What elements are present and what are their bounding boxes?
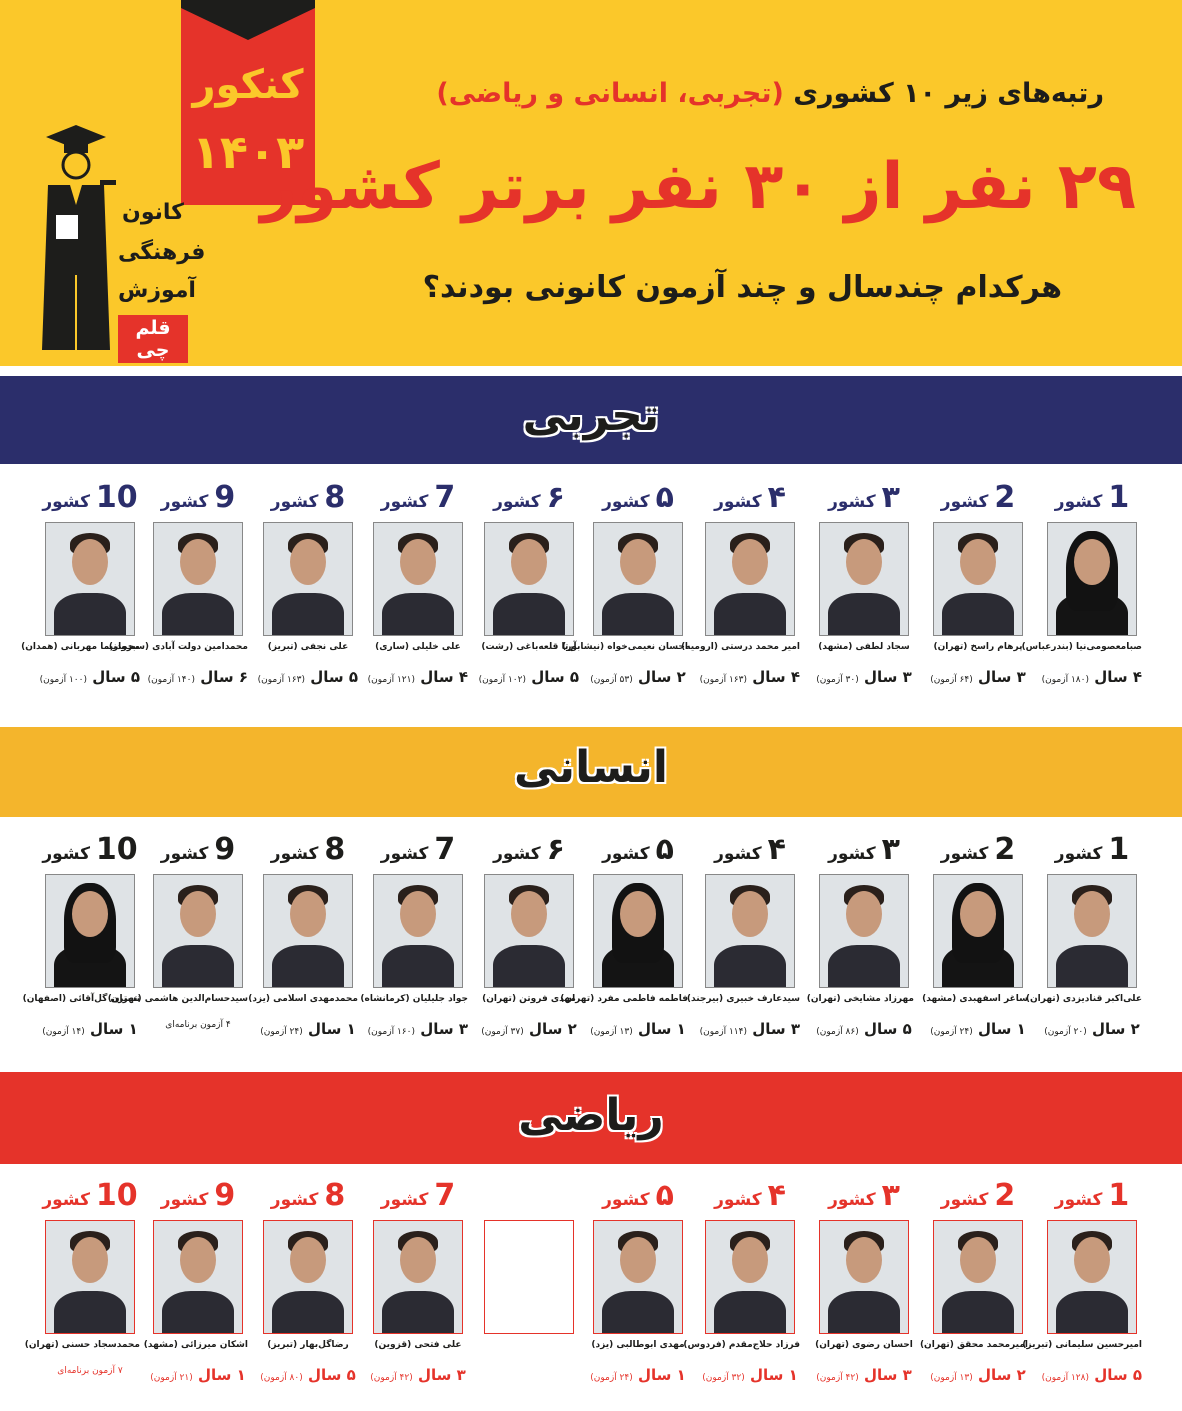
rank-number: 10 (95, 1178, 138, 1213)
exam-count: (۸۰ آزمون) (260, 1373, 303, 1383)
exam-count: (۱۳ آزمون) (930, 1373, 973, 1383)
exam-count: (۱۴۰ آزمون) (147, 675, 195, 685)
person-photo (373, 1220, 463, 1334)
rank-word: کشور (1054, 844, 1103, 864)
person-card (681, 480, 800, 686)
rank-label (700, 1178, 800, 1214)
person-card (248, 832, 358, 1038)
years-count: ۲ سال (528, 1020, 577, 1038)
rank-number: 8 (324, 832, 346, 867)
years-count: ۵ سال (92, 668, 140, 686)
rank-label (148, 480, 248, 516)
person-photo (933, 874, 1023, 988)
person-photo (263, 874, 353, 988)
exam-count: (۵۳ آزمون) (590, 675, 633, 685)
years-count: ۵ سال (1094, 1366, 1142, 1384)
rank-number: 1 (1108, 832, 1130, 867)
rank-word: کشور (493, 844, 541, 864)
rank-label (928, 480, 1028, 516)
rank-word: کشور (828, 1190, 876, 1210)
person-name: محمدنیما مهربانی (همدان) (21, 642, 140, 652)
exam-count: (۸۶ آزمون) (816, 1027, 859, 1037)
rank-number: 1 (1108, 1178, 1130, 1213)
person-photo (373, 874, 463, 988)
person-card (1025, 832, 1142, 1038)
rank-label (40, 1178, 140, 1214)
headline-question: هرکدام چندسال و چند آزمون کانونی بودند؟ (422, 270, 1062, 305)
exam-count: (۲۴ آزمون) (930, 1027, 973, 1037)
rank-number: 2 (994, 1178, 1016, 1213)
rank-word: کشور (602, 844, 650, 864)
rank-word: کشور (828, 492, 876, 512)
person-card (258, 1178, 358, 1384)
rank-label (368, 1178, 468, 1214)
years-count: ۴ سال (420, 668, 468, 686)
person-name: پرهام راسخ (تهران) (933, 642, 1023, 652)
konkur-year: ۱۴۰۳ (191, 125, 305, 179)
person-name: آرتا قلعه‌باغی (رشت) (481, 642, 577, 652)
exam-count: (۳۲ آزمون) (702, 1373, 745, 1383)
rank-word: کشور (714, 844, 762, 864)
logo-word-ghalamchi: قلم چی (118, 315, 188, 363)
rank-label (258, 480, 358, 516)
rank-number: ۶ (546, 832, 565, 867)
person-photo (45, 874, 135, 988)
rank-word: کشور (602, 492, 650, 512)
years-exams (700, 1020, 800, 1038)
rank-label (148, 1178, 248, 1214)
exam-count: (۱۲۱ آزمون) (367, 675, 415, 685)
exam-count: (۱۶۳ آزمون) (257, 675, 305, 685)
years-count: ۳ سال (417, 1366, 466, 1384)
rank-label (1042, 480, 1142, 516)
person-photo (153, 1220, 243, 1334)
person-name: علی نجفی (تبریز) (267, 642, 349, 652)
person-photo (484, 874, 574, 988)
person-name: احسان نعیمی‌خواه (نیشابور) (562, 642, 688, 652)
person-photo (705, 1220, 795, 1334)
years-count: ۲ سال (1091, 1020, 1140, 1038)
person-photo (933, 1220, 1023, 1334)
person-name: علی فتحی (قزوین) (374, 1340, 462, 1350)
exam-count: (۱۰۲ آزمون) (478, 675, 526, 685)
rank-label (368, 832, 468, 868)
years-exams (700, 1366, 800, 1384)
rank-number: ۵ (655, 832, 674, 867)
rank-word: کشور (160, 492, 209, 512)
exam-count: (۱۳ آزمون) (590, 1027, 633, 1037)
headline-subtitle-part2: (تجربی، انسانی و ریاضی) (436, 78, 784, 109)
person-name: امیرحسین سلیمانی (تبریز) (1022, 1340, 1142, 1350)
person-card (814, 480, 914, 686)
years-count: ۱ سال (977, 1020, 1026, 1038)
years-count: ۵ سال (307, 1366, 356, 1384)
rank-label (814, 480, 914, 516)
person-name: جواد جلیلیان (کرمانشاه) (360, 994, 468, 1004)
person-photo (593, 522, 683, 636)
rank-word: کشور (714, 492, 762, 512)
person-photo (153, 522, 243, 636)
rank-word: کشور (940, 1190, 989, 1210)
rank-word: کشور (493, 492, 541, 512)
years-count: ۳ سال (420, 1020, 468, 1038)
person-name: علی‌اکبر قنادیزدی (تهران) (1025, 994, 1142, 1004)
person-photo (373, 522, 463, 636)
rank-label (479, 1178, 579, 1214)
exam-count: (۲۴ آزمون) (590, 1373, 633, 1383)
years-exams (368, 668, 468, 686)
rank-label (40, 832, 140, 868)
years-exams (258, 1366, 358, 1384)
person-card (24, 1178, 140, 1376)
person-photo (263, 522, 353, 636)
rank-number: 8 (324, 1178, 346, 1213)
rank-label (588, 832, 688, 868)
rank-number: ۶ (546, 480, 565, 515)
years-exams (1042, 668, 1142, 686)
exam-count: (۱۶۰ آزمون) (367, 1027, 415, 1037)
rank-word: کشور (940, 492, 989, 512)
rank-number: 10 (95, 480, 138, 515)
years-count: ۶ سال (200, 668, 248, 686)
years-exams (814, 1020, 914, 1038)
rank-label (258, 832, 358, 868)
person-name: علی خلیلی (ساری) (375, 642, 461, 652)
years-count: ۵ سال (531, 668, 579, 686)
person-name: فرزاد حلاج‌مقدم (فردوس) (683, 1340, 800, 1350)
person-name: فاطمه فاطمی مفرد (تهران) (560, 994, 688, 1004)
person-name: سیدعارف خبیری (بیرجند) (686, 994, 800, 1004)
person-name: نسترن گل‌آقائی (اصفهان) (22, 994, 140, 1004)
section-title-ensani: انسانی (514, 742, 668, 793)
exam-count: (۱۸۰ آزمون) (1041, 675, 1089, 685)
exam-count: (۲۴ آزمون) (260, 1027, 303, 1037)
rank-word: کشور (602, 1190, 650, 1210)
person-name: محمدامین دولت آبادی (سبزوار) (108, 642, 248, 652)
years-exams (700, 668, 800, 686)
person-card (814, 1178, 914, 1384)
person-photo (1047, 522, 1137, 636)
person-name: رضاگل‌بهار (تبریز) (267, 1340, 349, 1350)
exam-count: (۲۰ آزمون) (1044, 1027, 1087, 1037)
years-count: ۳ سال (863, 1366, 912, 1384)
person-name: امیر محمد درستی (ارومیه) (681, 642, 800, 652)
person-photo (153, 874, 243, 988)
rank-number: 7 (434, 1178, 456, 1213)
rank-label (1042, 832, 1142, 868)
rank-word: کشور (42, 1190, 90, 1210)
person-name: امیرمحمد محقق (تهران) (919, 1340, 1028, 1350)
person-photo (819, 1220, 909, 1334)
rank-label (588, 1178, 688, 1214)
years-count: ۵ سال (310, 668, 358, 686)
person-card (919, 1178, 1028, 1384)
years-exams (1042, 1020, 1142, 1038)
person-name: صبامعصومی‌نیا (بندرعباس) (1021, 642, 1142, 652)
years-exams (368, 1366, 468, 1384)
person-name: مهدی فروتن (تهران) (482, 994, 576, 1004)
rank-label (814, 1178, 914, 1214)
rank-word: کشور (1054, 1190, 1103, 1210)
rank-word: کشور (160, 1190, 209, 1210)
person-card (258, 480, 358, 686)
person-card (368, 1178, 468, 1384)
konkur-label: کنکور (192, 62, 304, 108)
section-title-tajrobi: تجربی (522, 390, 660, 441)
person-card (368, 480, 468, 686)
years-count: ۳ سال (863, 668, 912, 686)
years-exams (148, 1366, 248, 1384)
person-card (360, 832, 468, 1038)
person-name: سجاد لطفی (مشهد) (818, 642, 910, 652)
exam-count: (۱۰۰ آزمون) (39, 675, 87, 685)
years-count: ۱ سال (637, 1366, 686, 1384)
years-exams (928, 668, 1028, 686)
years-count: ۱ سال (637, 1020, 686, 1038)
person-card (922, 832, 1028, 1038)
person-card (928, 480, 1028, 686)
exam-count: (۲۱ آزمون) (150, 1373, 193, 1383)
person-photo (263, 1220, 353, 1334)
rank-number: 9 (214, 1178, 236, 1213)
years-exams (40, 668, 140, 686)
rank-word: کشور (714, 1190, 762, 1210)
person-photo (593, 1220, 683, 1334)
years-exams (1042, 1366, 1142, 1384)
person-name: اشکان میرزائی (مشهد) (143, 1340, 248, 1350)
years-count: ۱ سال (749, 1366, 798, 1384)
person-photo (593, 874, 683, 988)
graduate-logo-icon (36, 125, 116, 355)
person-photo (1047, 874, 1137, 988)
rank-word: کشور (270, 492, 319, 512)
person-photo (484, 522, 574, 636)
years-exams (928, 1020, 1028, 1038)
rank-label (368, 480, 468, 516)
rank-word: کشور (160, 844, 209, 864)
headline-main: ۲۹ نفر از ۳۰ نفر برتر کشور (260, 150, 1136, 224)
person-photo (705, 874, 795, 988)
rank-number: ۴ (767, 480, 786, 515)
rank-label (928, 832, 1028, 868)
rank-number: ۳ (881, 832, 900, 867)
person-card (686, 832, 800, 1038)
rank-label (700, 480, 800, 516)
person-name: ساغر اسفهبدی (مشهد) (922, 994, 1028, 1004)
exam-count: (۳۷ آزمون) (481, 1027, 524, 1037)
rank-label (588, 480, 688, 516)
rank-word: کشور (380, 1190, 429, 1210)
program-note: ۴ آزمون برنامه‌ای (165, 1020, 231, 1030)
rank-number: ۴ (767, 1178, 786, 1213)
years-exams (814, 1366, 914, 1384)
person-card (479, 832, 579, 1038)
years-count: ۳ سال (752, 1020, 800, 1038)
years-count: ۵ سال (863, 1020, 912, 1038)
years-exams (258, 668, 358, 686)
rank-word: کشور (42, 492, 90, 512)
person-card (479, 480, 579, 686)
logo-word-amoozesh: آموزش (118, 278, 196, 303)
years-exams (588, 1366, 688, 1384)
rank-number: ۴ (767, 832, 786, 867)
rank-number: 2 (994, 832, 1016, 867)
rank-word: کشور (380, 844, 429, 864)
person-photo (819, 522, 909, 636)
headline-subtitle-part1: رتبه‌های زیر ۱۰ کشوری (793, 78, 1104, 109)
rank-number: 7 (434, 832, 456, 867)
years-exams (588, 668, 688, 686)
rank-number: 9 (214, 832, 236, 867)
rank-word: کشور (270, 1190, 319, 1210)
person-photo (45, 522, 135, 636)
rank-word: کشور (828, 844, 876, 864)
person-card (683, 1178, 800, 1384)
years-count: ۴ سال (752, 668, 800, 686)
person-name: محمدسجاد حسنی (تهران) (24, 1340, 140, 1350)
person-card (560, 832, 688, 1038)
rank-number: 10 (95, 832, 138, 867)
person-card (479, 1178, 579, 1334)
rank-number: 7 (434, 480, 456, 515)
years-count: ۲ سال (977, 1366, 1026, 1384)
years-exams (814, 668, 914, 686)
photo-placeholder (484, 1220, 574, 1334)
years-count: ۴ سال (1094, 668, 1142, 686)
person-card (21, 480, 140, 686)
person-card (562, 480, 688, 686)
rank-word: کشور (380, 492, 429, 512)
exam-count: (۴۲ آزمون) (816, 1373, 859, 1383)
person-name: محمدمهدی اسلامی (یزد) (248, 994, 358, 1004)
section-title-riazi: ریاضی (518, 1090, 664, 1141)
person-photo (705, 522, 795, 636)
rank-label (148, 832, 248, 868)
years-count: ۱ سال (307, 1020, 356, 1038)
person-name: سیدحسام‌الدین هاشمی (تهران) (107, 994, 248, 1004)
years-count: ۳ سال (977, 668, 1026, 686)
exam-count: (۶۴ آزمون) (930, 675, 973, 685)
years-exams (928, 1366, 1028, 1384)
exam-count: (۱۲۸ آزمون) (1041, 1373, 1089, 1383)
person-name: مهدی ابوطالبی (یزد) (591, 1340, 685, 1350)
rank-label (258, 1178, 358, 1214)
person-photo (45, 1220, 135, 1334)
headline-subtitle (436, 78, 1104, 109)
rank-label (700, 832, 800, 868)
exam-count: (۱۶۳ آزمون) (699, 675, 747, 685)
person-card (1021, 480, 1142, 686)
person-photo (1047, 1220, 1137, 1334)
person-name: احسان رضوی (تهران) (815, 1340, 913, 1350)
rank-label (814, 832, 914, 868)
rank-number: ۵ (655, 1178, 674, 1213)
rank-label (40, 480, 140, 516)
years-exams (479, 668, 579, 686)
years-exams (479, 1020, 579, 1038)
years-exams (588, 1020, 688, 1038)
rank-number: 8 (324, 480, 346, 515)
rank-word: کشور (1054, 492, 1103, 512)
rank-label (1042, 1178, 1142, 1214)
rank-word: کشور (270, 844, 319, 864)
years-exams (368, 1020, 468, 1038)
rank-label (479, 480, 579, 516)
person-photo (819, 874, 909, 988)
exam-count: (۱۱۴ آزمون) (699, 1027, 747, 1037)
years-count: ۱ سال (89, 1020, 138, 1038)
rank-number: 9 (214, 480, 236, 515)
exam-count: (۳۰ آزمون) (816, 675, 859, 685)
exam-count: (۱۴ آزمون) (42, 1027, 85, 1037)
program-note: ۷ آزمون برنامه‌ای (57, 1366, 123, 1376)
rank-number: ۵ (655, 480, 674, 515)
rank-word: کشور (42, 844, 90, 864)
years-exams (40, 1020, 140, 1038)
rank-word: کشور (940, 844, 989, 864)
rank-number: 1 (1108, 480, 1130, 515)
person-card (806, 832, 914, 1038)
logo-word-kanoon: کانون (122, 200, 184, 225)
years-exams (258, 1020, 358, 1038)
person-card (1022, 1178, 1142, 1384)
person-name: مهرزاد مشایخی (تهران) (806, 994, 914, 1004)
years-count: ۱ سال (197, 1366, 246, 1384)
person-card (588, 1178, 688, 1384)
exam-count: (۴۲ آزمون) (370, 1373, 413, 1383)
person-photo (933, 522, 1023, 636)
logo-word-farhangi: فرهنگی (118, 240, 206, 265)
person-card (22, 832, 140, 1038)
rank-label (928, 1178, 1028, 1214)
rank-number: 2 (994, 480, 1016, 515)
rank-label (479, 832, 579, 868)
person-card (143, 1178, 248, 1384)
rank-number: ۳ (881, 1178, 900, 1213)
years-count: ۲ سال (637, 668, 686, 686)
rank-number: ۳ (881, 480, 900, 515)
years-exams (148, 668, 248, 686)
